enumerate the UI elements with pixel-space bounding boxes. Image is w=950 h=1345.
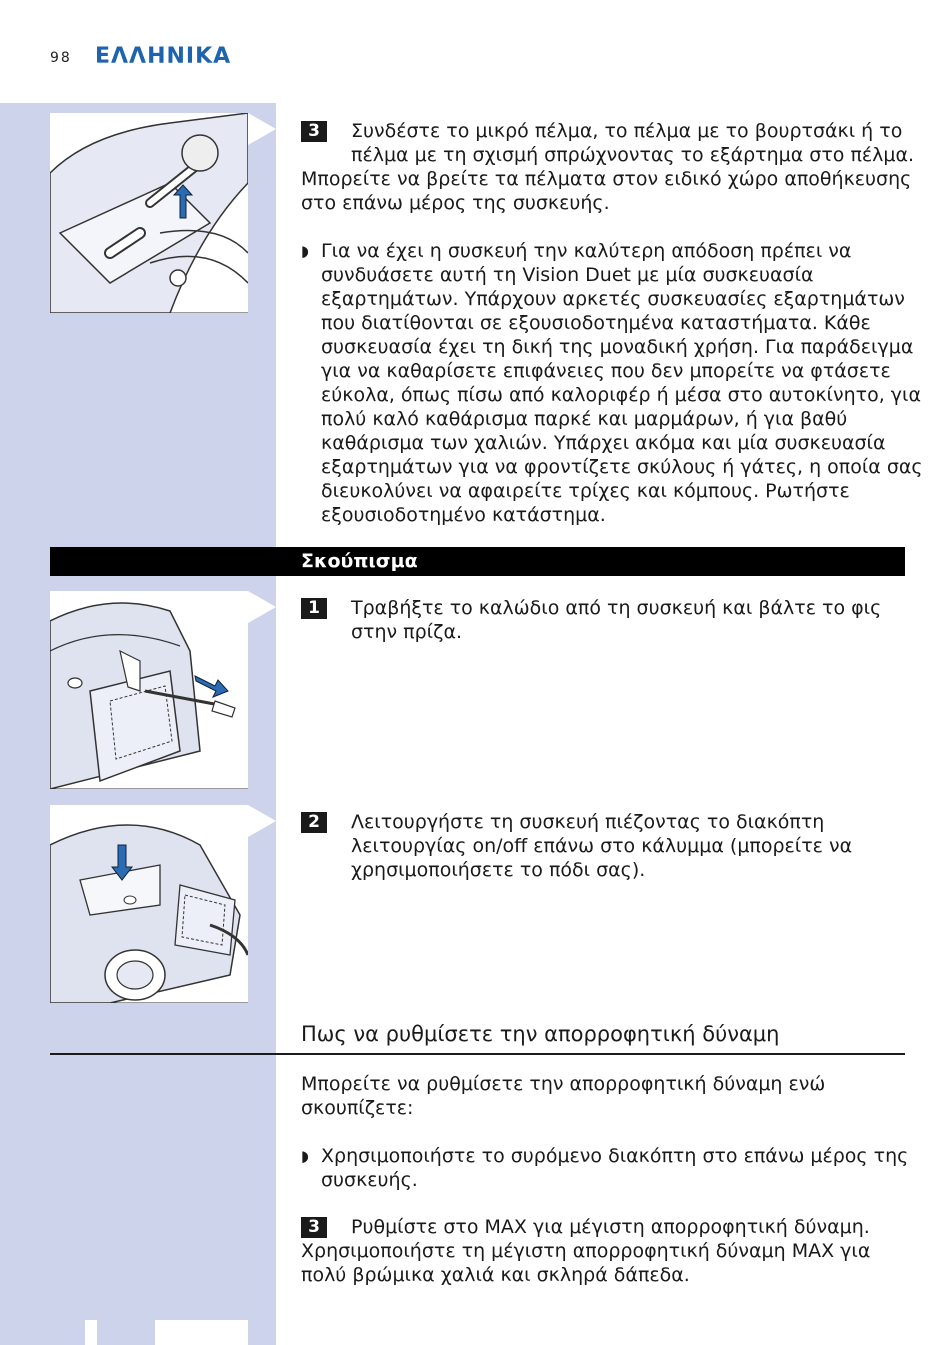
bullet-line: διευκολύνει να αφαιρείτε τρίχες και κόμπους. Ρωτήστε [321, 480, 850, 502]
bullet-marker-icon: ◗ [301, 242, 309, 260]
bullet-accessory-kits [301, 239, 931, 527]
illustration-switch-on [50, 805, 248, 1003]
step-number-badge: 3 [301, 121, 327, 142]
step-3-attach [301, 119, 921, 215]
paragraph-line: στο επάνω μέρος της συσκευής. [301, 192, 610, 214]
paragraph-line: Χρησιμοποιήστε τη μέγιστη απορροφητική δύναμη MAX για [301, 1240, 871, 1262]
bullet-line: πολύ καλό καθάρισμα παρκέ και μαρμάρων, ή για βαθύ [321, 408, 848, 430]
bullet-line: εξουσιοδοτημένο κατάστημα. [321, 504, 606, 526]
step-2-switch-on [301, 810, 921, 882]
bullet-line: Χρησιμοποιήστε το συρόμενο διακόπτη στο επάνω μέρος της [321, 1145, 909, 1167]
bullet-line: για να καθαρίσετε επιφάνειες που δεν μπορείτε να φτάσετε [321, 360, 891, 382]
page-number: 98 [50, 50, 72, 66]
step-text-line: πέλμα με τη σχισμή σπρώχνοντας το εξάρτημα στο πέλμα. [351, 144, 915, 166]
footer-decoration [85, 1320, 97, 1345]
pointer-triangle [248, 805, 276, 837]
bullet-line: συσκευασία έχει τη δική της μοναδική χρήση. Για παράδειγμα [321, 336, 914, 358]
illustration-pull-cord [50, 591, 248, 789]
bullet-line: εξαρτημάτων για να φροντίζετε σκύλους ή γάτες, η οποία σας [321, 456, 923, 478]
paragraph-line: σκουπίζετε: [301, 1097, 414, 1119]
step-number-badge: 2 [301, 812, 327, 833]
section-title: Σκούπισμα [301, 550, 418, 572]
step-1-plug [301, 596, 921, 644]
step-text-line: χρησιμοποιήσετε το πόδι σας). [351, 859, 646, 881]
bullet-line: συσκευής. [321, 1169, 418, 1191]
suction-intro [301, 1072, 921, 1120]
heading-rule [50, 1053, 905, 1055]
paragraph-line: Μπορείτε να ρυθμίσετε την απορροφητική δύναμη ενώ [301, 1073, 826, 1095]
step-text-line: Ρυθμίστε στο MAX για μέγιστη απορροφητική δύναμη. [351, 1216, 870, 1238]
bullet-line: εύκολα, όπως πίσω από καλοριφέρ ή μέσα στο αυτοκίνητο, για [321, 384, 921, 406]
bullet-line: εξαρτημάτων. Υπάρχουν αρκετές συσκευασίες εξαρτημάτων [321, 288, 905, 310]
pointer-triangle [248, 113, 276, 145]
bullet-line: καθάρισμα των χαλιών. Υπάρχει ακόμα και μία συσκευασία [321, 432, 886, 454]
suction-heading: Πως να ρυθμίσετε την απορροφητική δύναμη [301, 1022, 780, 1046]
step-number-badge: 1 [301, 598, 327, 619]
bullet-slide-switch [301, 1144, 931, 1192]
step-text-line: λειτουργίας on/off επάνω στο κάλυμμα (μπορείτε να [351, 835, 853, 857]
step-text-line: Τραβήξτε το καλώδιο από τη συσκευή και βάλτε το φις [351, 597, 882, 619]
bullet-line: που διατίθονται σε εξουσιοδοτημένα καταστήματα. Κάθε [321, 312, 871, 334]
step-3-max [301, 1215, 921, 1287]
step-text-line: Λειτουργήστε τη συσκευή πιέζοντας το διακόπτη [351, 811, 825, 833]
illustration-nozzle-attach [50, 113, 248, 313]
bullet-line: Για να έχει η συσκευή την καλύτερη απόδοση πρέπει να [321, 240, 852, 262]
step-text-line: στην πρίζα. [351, 621, 463, 643]
language-title: ΕΛΛΗΝΙΚΑ [95, 44, 232, 69]
pointer-triangle [248, 591, 276, 623]
bullet-line: συνδυάσετε αυτή τη Vision Duet με μία συσκευασία [321, 264, 814, 286]
bullet-marker-icon: ◗ [301, 1147, 309, 1165]
step-text-line: Συνδέστε το μικρό πέλμα, το πέλμα με το βουρτσάκι ή το [351, 120, 903, 142]
section-header-bar [50, 547, 905, 576]
paragraph-line: πολύ βρώμικα χαλιά και σκληρά δάπεδα. [301, 1264, 690, 1286]
paragraph-line: Μπορείτε να βρείτε τα πέλματα στον ειδικό χώρο αποθήκευσης [301, 168, 912, 190]
footer-decoration [155, 1320, 248, 1345]
step-number-badge: 3 [301, 1217, 327, 1238]
